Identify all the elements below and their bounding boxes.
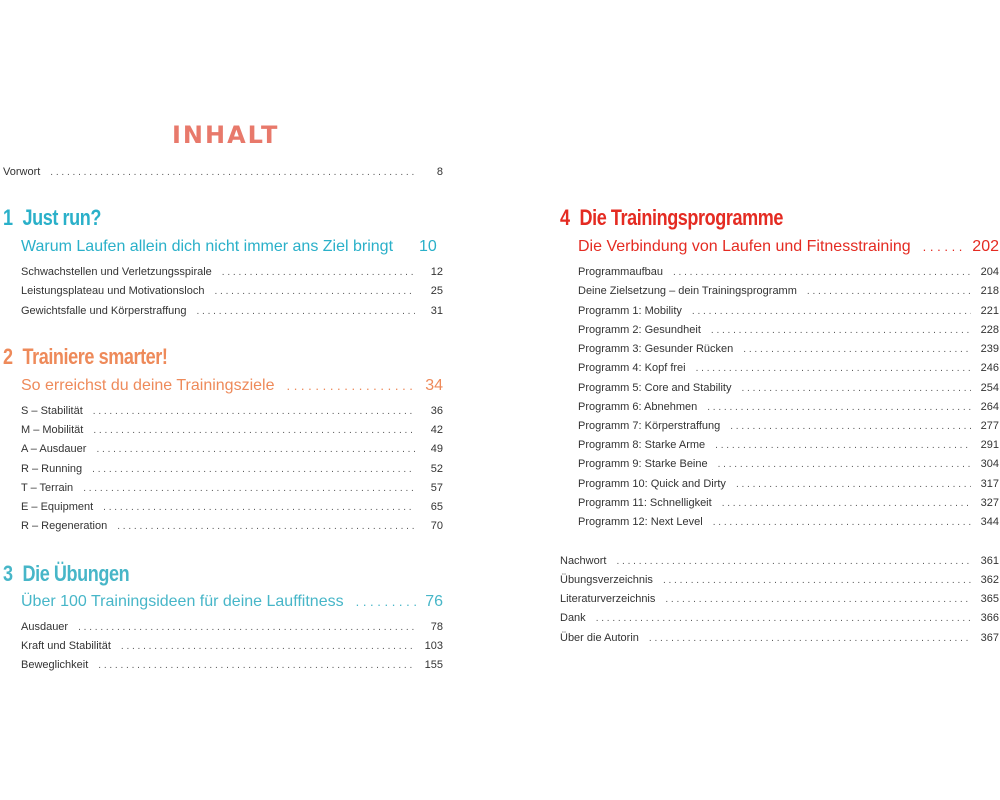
leader-dots: [98, 660, 415, 671]
leader-dots: [665, 594, 971, 605]
toc-entry-label: Programm 8: Starke Arme: [578, 439, 706, 451]
chapter-subtitle-page: 76: [425, 593, 443, 610]
chapter-number: 3: [3, 561, 13, 586]
toc-entry-label: Programm 4: Kopf frei: [578, 362, 686, 374]
toc-entry-label: T – Terrain: [21, 482, 74, 494]
toc-entry[interactable]: [21, 285, 443, 297]
toc-entry-page: 264: [980, 401, 999, 413]
toc-entry-page: 246: [980, 362, 999, 374]
leader-dots: [596, 613, 971, 624]
leader-dots: [692, 306, 971, 317]
toc-entry-label: Programm 2: Gesundheit: [578, 324, 701, 336]
toc-entry[interactable]: [578, 478, 999, 490]
toc-entry[interactable]: [21, 520, 443, 532]
chapter-1-subtitle[interactable]: [21, 238, 443, 256]
toc-entry-page: 78: [430, 621, 443, 633]
toc-entry-page: 344: [980, 516, 999, 528]
leader-dots: [743, 344, 971, 355]
toc-entry-backmatter[interactable]: [560, 593, 999, 605]
leader-dots: [663, 575, 971, 586]
toc-entry-label: Vorwort: [3, 166, 41, 178]
leader-dots: [736, 479, 971, 490]
chapter-number: 2: [3, 344, 13, 369]
toc-entry[interactable]: [578, 382, 999, 394]
toc-entry-page: 42: [430, 424, 443, 436]
toc-entry[interactable]: [578, 439, 999, 451]
leader-dots: [713, 517, 971, 528]
toc-entry-label: Beweglichkeit: [21, 659, 89, 671]
toc-entry-label: A – Ausdauer: [21, 443, 87, 455]
toc-entry-label: Programm 10: Quick and Dirty: [578, 478, 726, 490]
toc-entry-page: 317: [980, 478, 999, 490]
toc-entry-label: Programm 1: Mobility: [578, 305, 682, 317]
toc-entry-label: Gewichtsfalle und Körperstraffung: [21, 305, 187, 317]
toc-entry-page: 31: [430, 305, 443, 317]
chapter-title: Die Trainingsprogramme: [579, 205, 783, 230]
chapter-title: Trainiere smarter!: [22, 344, 168, 369]
chapter-2-heading[interactable]: [3, 344, 168, 370]
leader-dots: [93, 406, 415, 417]
toc-entry[interactable]: [21, 424, 443, 436]
leader-dots: [807, 286, 971, 297]
leader-dots: [741, 383, 971, 394]
toc-entry-label: Leistungsplateau und Motivationsloch: [21, 285, 205, 297]
toc-entry-page: 362: [980, 574, 999, 586]
toc-entry-backmatter[interactable]: [560, 555, 999, 567]
toc-entry[interactable]: [578, 362, 999, 374]
leader-dots: [50, 167, 415, 178]
toc-entry-label: Programm 6: Abnehmen: [578, 401, 698, 413]
toc-entry-page: 277: [980, 420, 999, 432]
chapter-3-heading[interactable]: [3, 561, 129, 587]
chapter-number: 4: [560, 205, 570, 230]
toc-entry-label: Programm 12: Next Level: [578, 516, 703, 528]
toc-entry-page: 228: [980, 324, 999, 336]
toc-entry-label: Programm 7: Körperstraffung: [578, 420, 721, 432]
toc-entry-label: Programm 11: Schnelligkeit: [578, 497, 712, 509]
toc-entry[interactable]: [21, 621, 443, 633]
toc-entry[interactable]: [21, 482, 443, 494]
toc-entry[interactable]: [21, 640, 443, 652]
toc-entry-page: 221: [980, 305, 999, 317]
toc-entry-backmatter[interactable]: [560, 632, 999, 644]
chapter-subtitle-label: Über 100 Trainingsideen für deine Lauffitness: [21, 593, 344, 610]
chapter-subtitle-page: 202: [972, 238, 999, 255]
toc-entry[interactable]: [578, 516, 999, 528]
toc-entry[interactable]: [21, 501, 443, 513]
toc-entry[interactable]: [578, 305, 999, 317]
toc-entry[interactable]: [21, 405, 443, 417]
toc-entry-page: 70: [430, 520, 443, 532]
toc-entry[interactable]: [578, 420, 999, 432]
toc-entry[interactable]: [578, 324, 999, 336]
toc-entry-label: R – Regeneration: [21, 520, 108, 532]
toc-entry[interactable]: [578, 266, 999, 278]
leader-dots: [715, 440, 971, 451]
toc-entry[interactable]: [21, 266, 443, 278]
toc-entry-page: 25: [430, 285, 443, 297]
toc-entry-label: Schwachstellen und Verletzungsspirale: [21, 266, 212, 278]
toc-entry-page: 291: [980, 439, 999, 451]
leader-dots: [83, 483, 415, 494]
toc-entry-page: 366: [980, 612, 999, 624]
toc-entry-page: 327: [980, 497, 999, 509]
leader-dots: [649, 633, 971, 644]
toc-entry-label: Programmaufbau: [578, 266, 663, 278]
leader-dots: [707, 402, 971, 413]
toc-entry[interactable]: [21, 443, 443, 455]
toc-entry-label: Programm 5: Core and Stability: [578, 382, 732, 394]
toc-entry-label: Dank: [560, 612, 586, 624]
chapter-1-heading[interactable]: [3, 205, 101, 231]
chapter-title: Just run?: [22, 205, 101, 230]
toc-entry-label: Deine Zielsetzung – dein Trainingsprogramm: [578, 285, 797, 297]
toc-entry-page: 304: [980, 458, 999, 470]
toc-entry-label: M – Mobilität: [21, 424, 84, 436]
toc-entry-backmatter[interactable]: [560, 612, 999, 624]
leader-dots: [616, 556, 971, 567]
toc-entry-page: 12: [430, 266, 443, 278]
leader-dots: [214, 286, 415, 297]
toc-entry-backmatter[interactable]: [560, 574, 999, 586]
toc-entry[interactable]: [578, 285, 999, 297]
toc-entry-label: Nachwort: [560, 555, 607, 567]
toc-entry[interactable]: [578, 497, 999, 509]
toc-entry[interactable]: [578, 458, 999, 470]
toc-entry-label: Über die Autorin: [560, 632, 639, 644]
toc-entry-page: 49: [430, 443, 443, 455]
toc-title: INHALT: [172, 121, 280, 149]
chapter-subtitle-label: Warum Laufen allein dich nicht immer ans Ziel bringt: [21, 238, 394, 255]
chapter-subtitle-page: 34: [425, 377, 443, 394]
leader-dots: [923, 239, 965, 254]
toc-entry-label: Ausdauer: [21, 621, 69, 633]
leader-dots: [711, 325, 971, 336]
leader-dots: [696, 363, 971, 374]
toc-entry-label: S – Stabilität: [21, 405, 83, 417]
leader-dots: [121, 641, 415, 652]
toc-entry[interactable]: [21, 305, 443, 317]
toc-entry[interactable]: [578, 401, 999, 413]
chapter-title: Die Übungen: [22, 561, 130, 586]
chapter-3-subtitle[interactable]: [21, 593, 443, 611]
toc-entry-label: Programm 9: Starke Beine: [578, 458, 708, 470]
toc-entry-label: Literaturverzeichnis: [560, 593, 656, 605]
chapter-subtitle-label: So erreichst du deine Trainingsziele: [21, 377, 275, 394]
leader-dots: [96, 444, 415, 455]
toc-entry-page: 254: [980, 382, 999, 394]
leader-dots: [356, 594, 418, 609]
toc-entry-label: Übungsverzeichnis: [560, 574, 653, 586]
toc-entry[interactable]: [21, 659, 443, 671]
chapter-number: 1: [3, 205, 13, 230]
toc-entry-vorwort[interactable]: [3, 166, 443, 178]
toc-entry-page: 8: [436, 166, 443, 178]
toc-entry-label: E – Equipment: [21, 501, 94, 513]
toc-entry-page: 36: [430, 405, 443, 417]
toc-entry-page: 361: [980, 555, 999, 567]
leader-dots: [197, 306, 416, 317]
leader-dots: [673, 267, 971, 278]
leader-dots: [730, 421, 971, 432]
toc-entry-page: 155: [424, 659, 443, 671]
chapter-subtitle-page: 10: [419, 238, 437, 255]
chapter-4-heading[interactable]: [560, 205, 783, 231]
leader-dots: [722, 498, 971, 509]
leader-dots: [222, 267, 415, 278]
toc-entry-page: 204: [980, 266, 999, 278]
chapter-subtitle-label: Die Verbindung von Laufen und Fitnesstraining: [578, 238, 911, 255]
toc-entry-page: 365: [980, 593, 999, 605]
toc-entry-page: 103: [424, 640, 443, 652]
chapter-4-subtitle[interactable]: [578, 238, 999, 256]
toc-entry-page: 57: [430, 482, 443, 494]
leader-dots: [103, 502, 415, 513]
toc-entry-label: Kraft und Stabilität: [21, 640, 111, 652]
chapter-2-subtitle[interactable]: [21, 377, 443, 395]
leader-dots: [78, 622, 415, 633]
leader-dots: [718, 459, 971, 470]
toc-entry-label: R – Running: [21, 463, 83, 475]
toc-entry[interactable]: [21, 463, 443, 475]
leader-dots: [117, 521, 415, 532]
toc-entry-page: 367: [980, 632, 999, 644]
toc-entry-page: 239: [980, 343, 999, 355]
toc-entry-label: Programm 3: Gesunder Rücken: [578, 343, 734, 355]
toc-entry[interactable]: [578, 343, 999, 355]
leader-dots: [93, 425, 415, 436]
leader-dots: [286, 378, 417, 393]
toc-entry-page: 218: [980, 285, 999, 297]
leader-dots: [92, 464, 415, 475]
toc-entry-page: 65: [430, 501, 443, 513]
toc-entry-page: 52: [430, 463, 443, 475]
